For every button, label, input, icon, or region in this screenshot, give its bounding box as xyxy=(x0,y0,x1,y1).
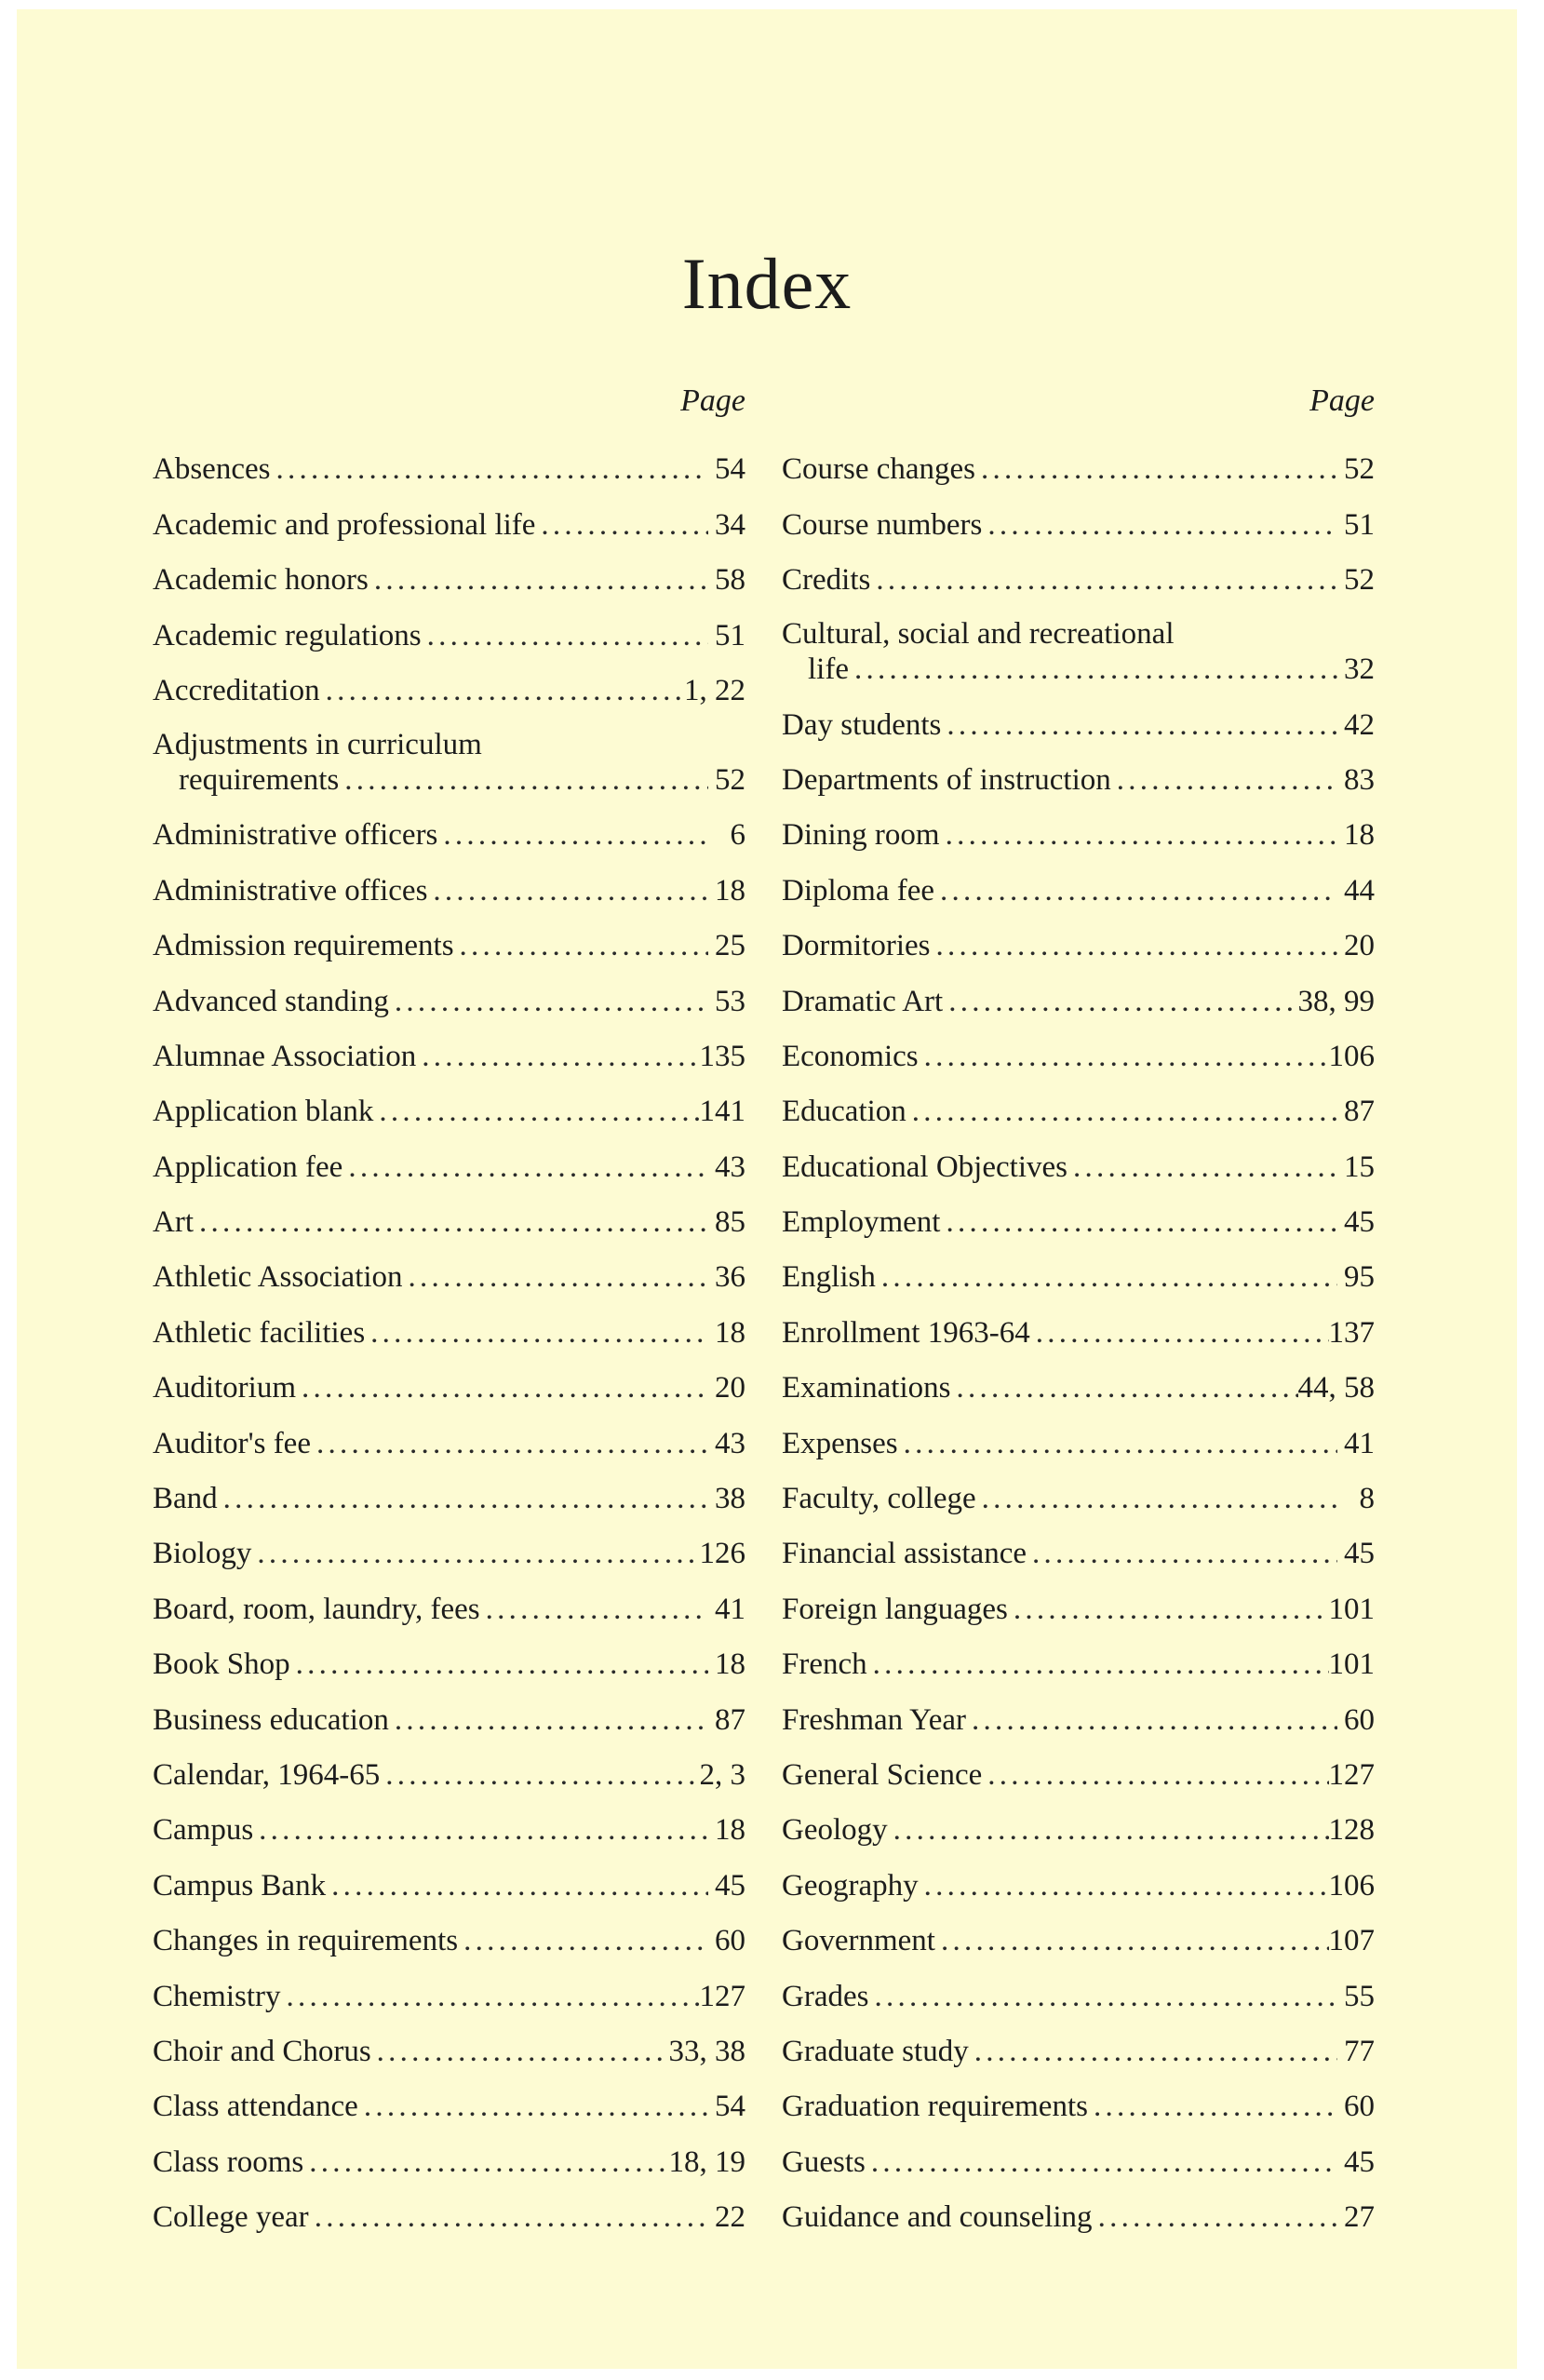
index-entry xyxy=(782,1186,1375,1241)
index-entry xyxy=(153,854,745,908)
index-entry xyxy=(782,2125,1375,2180)
index-entry xyxy=(153,2125,745,2180)
entry-page-number: 43 xyxy=(715,1426,745,1460)
entry-page-number: 18 xyxy=(715,1813,745,1848)
dot-leader xyxy=(194,1203,708,1241)
entry-page-number: 42 xyxy=(1344,707,1375,742)
entry-label: Cultural, social and recreational xyxy=(782,617,1175,652)
index-entry xyxy=(153,1406,745,1461)
entry-page-number: 87 xyxy=(715,1702,745,1737)
index-entry xyxy=(153,1739,745,1794)
dot-leader xyxy=(1030,1314,1329,1351)
entry-page-number: 20 xyxy=(715,1371,745,1405)
entry-label: Band xyxy=(153,1482,218,1516)
index-entry xyxy=(153,488,745,543)
entry-label: French xyxy=(782,1647,867,1682)
entry-label: Art xyxy=(153,1205,194,1240)
entry-label: Financial assistance xyxy=(782,1537,1027,1571)
entry-label: Book Shop xyxy=(153,1647,290,1682)
dot-leader xyxy=(930,927,1337,964)
entry-label: Academic regulations xyxy=(153,618,422,652)
entry-label: Day students xyxy=(782,707,942,742)
index-entry xyxy=(782,1296,1375,1351)
entry-label: Administrative offices xyxy=(153,873,428,908)
entry-page-number: 95 xyxy=(1344,1260,1375,1295)
entry-page-number: 55 xyxy=(1344,1979,1375,2013)
entry-page-number: 58 xyxy=(715,563,745,598)
dot-leader xyxy=(1093,2198,1337,2236)
index-entry xyxy=(782,433,1375,488)
dot-leader xyxy=(940,816,1337,854)
index-entry xyxy=(782,964,1375,1019)
dot-leader xyxy=(1067,1149,1337,1186)
dot-leader xyxy=(251,1535,699,1572)
entry-page-number: 52 xyxy=(715,762,745,797)
dot-leader xyxy=(365,1314,708,1351)
entry-page-number: 54 xyxy=(715,452,745,487)
entry-page-number: 44 xyxy=(1344,873,1375,908)
entry-page-number: 135 xyxy=(699,1039,745,1073)
index-entry xyxy=(153,1130,745,1185)
entry-label: Grades xyxy=(782,1979,869,2013)
entry-label: Board, room, laundry, fees xyxy=(153,1592,480,1626)
entry-page-number: 126 xyxy=(699,1537,745,1571)
dot-leader xyxy=(941,706,1337,744)
index-entries-right xyxy=(782,433,1375,2236)
index-entry xyxy=(153,433,745,488)
entry-page-number: 106 xyxy=(1328,1039,1375,1073)
entry-page-number: 45 xyxy=(715,1868,745,1903)
entry-label: Economics xyxy=(782,1039,919,1073)
entry-label: Campus Bank xyxy=(153,1868,327,1903)
entry-label: Dormitories xyxy=(782,929,931,963)
index-entry xyxy=(153,1020,745,1075)
dot-leader xyxy=(270,450,708,488)
dot-leader xyxy=(969,2033,1337,2070)
dot-leader xyxy=(437,816,708,854)
entry-page-number: 8 xyxy=(1359,1482,1375,1516)
dot-leader xyxy=(866,2144,1337,2181)
entry-label: Athletic Association xyxy=(153,1260,403,1295)
dot-leader xyxy=(898,1425,1337,1462)
entry-page-number: 6 xyxy=(730,818,745,853)
entry-page-number: 137 xyxy=(1328,1315,1375,1350)
entry-label: Educational Objectives xyxy=(782,1150,1067,1184)
entry-page-number: 41 xyxy=(1344,1426,1375,1460)
entry-page-number: 60 xyxy=(1344,1702,1375,1737)
entry-label: Accreditation xyxy=(153,673,320,707)
index-entry xyxy=(153,1572,745,1627)
entry-label: Examinations xyxy=(782,1371,951,1405)
dot-leader xyxy=(1027,1535,1337,1572)
dot-leader xyxy=(311,1425,708,1462)
dot-leader xyxy=(870,561,1337,598)
index-entry xyxy=(153,1351,745,1406)
dot-leader xyxy=(868,1978,1337,2015)
entry-page-number: 60 xyxy=(715,1924,745,1958)
dot-leader xyxy=(389,983,708,1020)
entry-label: Auditorium xyxy=(153,1371,296,1405)
dot-leader xyxy=(296,1369,708,1406)
index-entry xyxy=(782,544,1375,598)
index-entry xyxy=(153,1794,745,1849)
entry-page-number: 2, 3 xyxy=(699,1757,745,1792)
entry-page-number: 60 xyxy=(1344,2090,1375,2124)
entry-label: Geography xyxy=(782,1868,919,1903)
index-entry xyxy=(782,1020,1375,1075)
index-entry xyxy=(782,1241,1375,1296)
dot-leader xyxy=(849,651,1337,688)
index-entries-left xyxy=(153,433,745,2236)
entry-label: Biology xyxy=(153,1537,252,1571)
index-entry xyxy=(782,1462,1375,1517)
entry-label: Course numbers xyxy=(782,507,983,542)
entry-page-number: 22 xyxy=(715,2200,745,2235)
index-entry xyxy=(782,598,1375,688)
dot-leader xyxy=(403,1258,708,1296)
index-entry xyxy=(782,2181,1375,2236)
dot-leader xyxy=(342,1149,708,1186)
index-entry xyxy=(153,2181,745,2236)
dot-leader xyxy=(416,1038,699,1075)
entry-page-number: 45 xyxy=(1344,2145,1375,2179)
dot-leader xyxy=(389,1701,708,1739)
page-title: Index xyxy=(681,243,853,324)
entry-label: Alumnae Association xyxy=(153,1039,417,1073)
entry-label: English xyxy=(782,1260,876,1295)
index-entry xyxy=(782,1628,1375,1683)
index-entry xyxy=(782,488,1375,543)
entry-page-number: 127 xyxy=(1328,1757,1375,1792)
entry-page-number: 83 xyxy=(1344,762,1375,797)
dot-leader xyxy=(339,761,708,799)
dot-leader xyxy=(975,450,1337,488)
entry-label: Education xyxy=(782,1095,906,1129)
index-entry xyxy=(782,1075,1375,1130)
entry-page-number: 18, 19 xyxy=(668,2145,745,2179)
entry-label: Application fee xyxy=(153,1150,343,1184)
entry-page-number: 41 xyxy=(715,1592,745,1626)
entry-label: Application blank xyxy=(153,1095,374,1129)
index-page xyxy=(17,9,1517,2369)
entry-page-number: 141 xyxy=(699,1095,745,1129)
dot-leader xyxy=(303,2144,668,2181)
index-entry xyxy=(153,1186,745,1241)
entry-page-number: 32 xyxy=(1344,652,1375,687)
entry-label: Admission requirements xyxy=(153,929,454,963)
dot-leader xyxy=(290,1646,708,1683)
dot-leader xyxy=(422,617,708,654)
dot-leader xyxy=(976,1480,1337,1517)
entry-label: Class rooms xyxy=(153,2145,304,2179)
entry-label: Guests xyxy=(782,2145,866,2179)
entry-page-number: 34 xyxy=(715,507,745,542)
entry-label: Credits xyxy=(782,563,871,598)
entry-label: Athletic facilities xyxy=(153,1315,366,1350)
entry-page-number: 38 xyxy=(715,1482,745,1516)
dot-leader xyxy=(458,1922,708,1959)
dot-leader xyxy=(309,2198,708,2236)
index-entry xyxy=(782,799,1375,854)
entry-page-number: 25 xyxy=(715,929,745,963)
page-column-header: Page xyxy=(1309,383,1375,418)
dot-leader xyxy=(358,2088,708,2125)
dot-leader xyxy=(320,672,684,709)
index-entry xyxy=(782,2070,1375,2125)
dot-leader xyxy=(454,927,708,964)
dot-leader xyxy=(934,872,1337,909)
entry-page-number: 1, 22 xyxy=(684,673,745,707)
dot-leader xyxy=(982,1756,1328,1794)
index-entry xyxy=(153,654,745,709)
dot-leader xyxy=(943,983,1297,1020)
entry-page-number: 27 xyxy=(1344,2200,1375,2235)
index-entry xyxy=(153,1849,745,1903)
entry-page-number: 45 xyxy=(1344,1205,1375,1240)
entry-label: Auditor's fee xyxy=(153,1426,311,1460)
entry-label: Foreign languages xyxy=(782,1592,1008,1626)
entry-label-continuation: requirements xyxy=(179,762,340,797)
index-entry xyxy=(153,1628,745,1683)
index-entry xyxy=(782,1849,1375,1903)
index-entry xyxy=(153,1241,745,1296)
entry-label: Administrative officers xyxy=(153,818,438,853)
entry-label: Departments of instruction xyxy=(782,762,1111,797)
entry-page-number: 53 xyxy=(715,984,745,1018)
entry-label-continuation: life xyxy=(808,652,849,687)
index-column-right xyxy=(782,377,1375,2236)
entry-page-number: 44, 58 xyxy=(1297,1371,1375,1405)
dot-leader xyxy=(867,1646,1329,1683)
dot-leader xyxy=(1088,2088,1337,2125)
dot-leader xyxy=(950,1369,1297,1406)
index-entry xyxy=(153,1075,745,1130)
entry-page-number: 51 xyxy=(715,618,745,652)
index-entry xyxy=(782,854,1375,908)
entry-label: Freshman Year xyxy=(782,1702,966,1737)
entry-page-number: 101 xyxy=(1328,1647,1375,1682)
dot-leader xyxy=(369,561,708,598)
entry-page-number: 77 xyxy=(1344,2034,1375,2068)
entry-label: Campus xyxy=(153,1813,254,1848)
entry-label: Employment xyxy=(782,1205,941,1240)
dot-leader xyxy=(373,1093,699,1130)
index-entry xyxy=(782,688,1375,743)
entry-page-number: 51 xyxy=(1344,507,1375,542)
entry-label: Faculty, college xyxy=(782,1482,976,1516)
index-entry xyxy=(153,1517,745,1572)
dot-leader xyxy=(380,1756,699,1794)
entry-label: Adjustments in curriculum xyxy=(153,727,482,761)
entry-page-number: 36 xyxy=(715,1260,745,1295)
index-entry xyxy=(153,799,745,854)
page-column-header: Page xyxy=(680,383,745,418)
index-entry xyxy=(782,1904,1375,1959)
index-entry xyxy=(782,2015,1375,2070)
dot-leader xyxy=(940,1203,1337,1241)
index-entry xyxy=(153,909,745,964)
entry-label: Advanced standing xyxy=(153,984,389,1018)
entry-label: Enrollment 1963-64 xyxy=(782,1315,1030,1350)
entry-page-number: 38, 99 xyxy=(1297,984,1375,1018)
entry-label: Absences xyxy=(153,452,271,487)
index-entry xyxy=(153,964,745,1019)
dot-leader xyxy=(906,1093,1337,1130)
dot-leader xyxy=(1008,1591,1329,1628)
dot-leader xyxy=(966,1701,1337,1739)
entry-label: Changes in requirements xyxy=(153,1924,459,1958)
entry-label: Academic honors xyxy=(153,563,369,598)
dot-leader xyxy=(535,506,708,544)
entry-label: Course changes xyxy=(782,452,976,487)
entry-label: Business education xyxy=(153,1702,389,1737)
dot-leader xyxy=(281,1978,700,2015)
entry-label: Dining room xyxy=(782,818,940,853)
index-column-left xyxy=(153,377,745,2236)
dot-leader xyxy=(919,1038,1329,1075)
dot-leader xyxy=(982,506,1337,544)
dot-leader xyxy=(480,1591,708,1628)
entry-page-number: 106 xyxy=(1328,1868,1375,1903)
entry-page-number: 43 xyxy=(715,1150,745,1184)
entry-page-number: 18 xyxy=(715,873,745,908)
entry-page-number: 18 xyxy=(1344,818,1375,853)
entry-page-number: 20 xyxy=(1344,929,1375,963)
entry-label: Graduate study xyxy=(782,2034,969,2068)
entry-label: Government xyxy=(782,1924,935,1958)
entry-label: Calendar, 1964-65 xyxy=(153,1757,381,1792)
index-entry xyxy=(153,1683,745,1738)
entry-page-number: 107 xyxy=(1328,1924,1375,1958)
index-entry xyxy=(153,2070,745,2125)
dot-leader xyxy=(326,1867,708,1904)
dot-leader xyxy=(427,872,708,909)
index-entry xyxy=(782,744,1375,799)
index-entry xyxy=(153,1296,745,1351)
dot-leader xyxy=(1111,761,1337,799)
entry-label: Graduation requirements xyxy=(782,2090,1088,2124)
index-entry xyxy=(153,544,745,598)
entry-page-number: 52 xyxy=(1344,563,1375,598)
entry-label: College year xyxy=(153,2200,309,2235)
entry-page-number: 45 xyxy=(1344,1537,1375,1571)
dot-leader xyxy=(876,1258,1337,1296)
index-entry xyxy=(153,1904,745,1959)
entry-continuation xyxy=(782,651,1375,688)
index-entry xyxy=(782,1351,1375,1406)
entry-label: Guidance and counseling xyxy=(782,2200,1093,2235)
dot-leader xyxy=(935,1922,1329,1959)
dot-leader xyxy=(371,2033,669,2070)
entry-page-number: 128 xyxy=(1328,1813,1375,1848)
index-entry xyxy=(782,1130,1375,1185)
entry-label: Academic and professional life xyxy=(153,507,536,542)
entry-page-number: 127 xyxy=(699,1979,745,2013)
entry-label: Expenses xyxy=(782,1426,898,1460)
index-entry xyxy=(153,2015,745,2070)
entry-label: Chemistry xyxy=(153,1979,281,2013)
index-entry xyxy=(782,909,1375,964)
index-entry xyxy=(153,1959,745,2014)
entry-page-number: 85 xyxy=(715,1205,745,1240)
entry-label: Geology xyxy=(782,1813,888,1848)
entry-label: Dramatic Art xyxy=(782,984,944,1018)
index-entry xyxy=(782,1739,1375,1794)
index-entry xyxy=(782,1406,1375,1461)
entry-continuation xyxy=(153,761,745,799)
index-entry xyxy=(782,1794,1375,1849)
entry-page-number: 52 xyxy=(1344,452,1375,487)
entry-label: General Science xyxy=(782,1757,983,1792)
entry-page-number: 101 xyxy=(1328,1592,1375,1626)
entry-page-number: 15 xyxy=(1344,1150,1375,1184)
entry-page-number: 54 xyxy=(715,2090,745,2124)
index-entry xyxy=(153,1462,745,1517)
dot-leader xyxy=(919,1867,1329,1904)
index-entry xyxy=(782,1959,1375,2014)
entry-page-number: 18 xyxy=(715,1647,745,1682)
entry-page-number: 18 xyxy=(715,1315,745,1350)
dot-leader xyxy=(218,1480,708,1517)
index-entry xyxy=(782,1517,1375,1572)
entry-page-number: 87 xyxy=(1344,1095,1375,1129)
entry-label: Class attendance xyxy=(153,2090,358,2124)
dot-leader xyxy=(888,1811,1329,1849)
entry-label: Choir and Chorus xyxy=(153,2034,371,2068)
index-entry xyxy=(782,1572,1375,1627)
entry-page-number: 33, 38 xyxy=(668,2034,745,2068)
index-entry xyxy=(153,598,745,653)
dot-leader xyxy=(253,1811,708,1849)
index-entry xyxy=(782,1683,1375,1738)
entry-label: Diploma fee xyxy=(782,873,935,908)
index-entry xyxy=(153,709,745,799)
